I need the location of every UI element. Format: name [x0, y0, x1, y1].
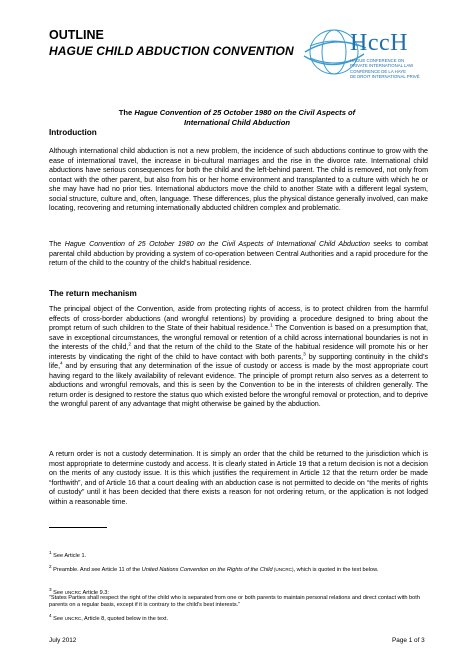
footnote-text: Article 9.3:	[81, 589, 109, 596]
logo-line: HAGUE CONFERENCE ON	[350, 58, 405, 63]
paragraph-text: The principal object of the Convention, aside from protecting rights of access, is to protect children from the harmful effects of cross-border abductions (and wrongful retentions) by providing a procedure designed to bring about the prompt return of such children to the State of their habitual residence.	[49, 305, 428, 332]
paragraph-text: and that the return of the child to the State of the habitual residence will promote his or her interests by vindicating the right of the child to have contact with both parents,	[49, 343, 428, 361]
footnote-smallcaps: UNCRC	[64, 589, 82, 595]
footnote-text: Preamble. And see Article 11 of the	[51, 566, 142, 573]
footnote-number: 4	[49, 613, 52, 618]
footnote-text: See Article 1.	[51, 552, 87, 559]
paragraph-text: The Convention is based on a presumption that, save in exceptional circumstances, the wrongful removal or retention of a child across international boundaries is not in the interests of the child,	[49, 324, 428, 351]
footnote-quote: “States Parties shall respect the right of the child who is separated from one or both parents to maintain personal relations and direct contact with both parents on a regular basis, except if it is contrary to the child’s best interests.”	[49, 595, 420, 609]
paragraph	[49, 305, 428, 410]
page-number: Page 1 of 3	[392, 637, 425, 644]
footnote-ref[interactable]: 2	[128, 342, 132, 348]
paragraph-italic: Hague Convention of 25 October 1980 on the Civil Aspects of International Child Abduction	[64, 240, 370, 248]
footnote-smallcaps: UNCRC	[64, 615, 82, 621]
logo-line: CONFÉRENCE DE LA HAYE	[350, 68, 407, 74]
footnote-text: , which is quoted in the text below.	[293, 566, 379, 573]
footnote-divider	[49, 527, 107, 528]
paragraph: Although international child abduction is not a new problem, the incidence of such abductions continue to grow with the ease of international travel, the increase in bi-cultural marriages and the rise in the divorce rate. International child abductions have serious consequences for both the child and the left-behind parent. The child is removed, not only from contact with the other parent, but also from his or her home environment and transplanted to a culture with which he or she may have had no prior ties. International abductors move the child to another State with a different legal system, social structure, culture and, often, language. These differences, plus the physical distance generally involved, can make locating, recovering and returning internationally abducted children complex and problematic.	[49, 147, 428, 212]
footnote-number: 1	[49, 550, 52, 555]
footnote-ref[interactable]: 3	[303, 352, 306, 358]
logo-mark: HccH	[350, 30, 408, 56]
footnote-number: 3	[49, 587, 52, 592]
hcch-logo	[300, 26, 450, 98]
paragraph-text: by supporting continuity in the child’s life,	[49, 352, 428, 370]
logo-line: DE DROIT INTERNATIONAL PRIVÉ	[350, 74, 420, 80]
convention-title-pre: The	[118, 108, 135, 117]
footnote-text: See	[51, 615, 65, 622]
footnote-text: , Article 8, quoted below in the text.	[81, 615, 169, 622]
paragraph-text: and by ensuring that any determination of the issue of custody or access is made by the most appropriate court having regard to the likely availability of relevant evidence. The principle of prompt return also serves as a deterrent to abductions and wrongful removals, and this is seen by the Convention to be in the interests of children generally. The return order is designed to restore the status quo which existed before the wrongful removal or protection, and to deprive the wrongful parent of any advantage that might otherwise be gained by the abduction.	[49, 362, 428, 408]
footnote-italic: United Nations Convention on the Rights of the Child	[141, 566, 273, 573]
footnote-ref[interactable]: 1	[270, 323, 273, 329]
logo-line: PRIVATE INTERNATIONAL LAW	[350, 63, 414, 69]
outline-label: OUTLINE	[49, 28, 104, 42]
paragraph: A return order is not a custody determination. It is simply an order that the child be returned to the jurisdiction which is most appropriate to determine custody and access. It is clearly stated in Article 19 that a return decision is not a decision on the merits of any custody issue. It is this which justifies the requirement in Article 12 that the return order be made “forthwith”, and of Article 16 that a court dealing with an abduction case is not permitted to decide on “the merits of rights of custody” until it has been decided that there exists a reason for not ordering return, or the application is not lodged within a reasonable time.	[49, 450, 428, 506]
footnote	[49, 563, 428, 574]
paragraph-text: seeks to combat parental child abduction by providing a system of co-operation between Central Authorities and a rapid procedure for the return of the child to the country of the child’s habitual residence.	[49, 240, 429, 267]
footnote-text: See	[51, 589, 65, 596]
footnote-number: 2	[49, 564, 52, 569]
footnote-ref[interactable]: 4	[60, 361, 63, 367]
section-heading-return-mechanism: The return mechanism	[49, 289, 137, 298]
logo-text	[350, 58, 450, 80]
paragraph-text: The	[49, 240, 65, 248]
section-heading-introduction: Introduction	[49, 128, 97, 137]
document-title: HAGUE CHILD ABDUCTION CONVENTION	[49, 44, 294, 58]
footer-date: July 2012	[49, 637, 77, 644]
footnote-smallcaps: (UNCRC)	[272, 566, 294, 572]
convention-title	[62, 108, 412, 127]
paragraph	[49, 240, 428, 269]
footnote	[49, 612, 428, 623]
footnote	[49, 549, 428, 560]
convention-title-italic: International Child Abduction	[183, 117, 291, 127]
convention-title-italic: Hague Convention of 25 October 1980 on the Civil Aspects of	[134, 108, 356, 117]
